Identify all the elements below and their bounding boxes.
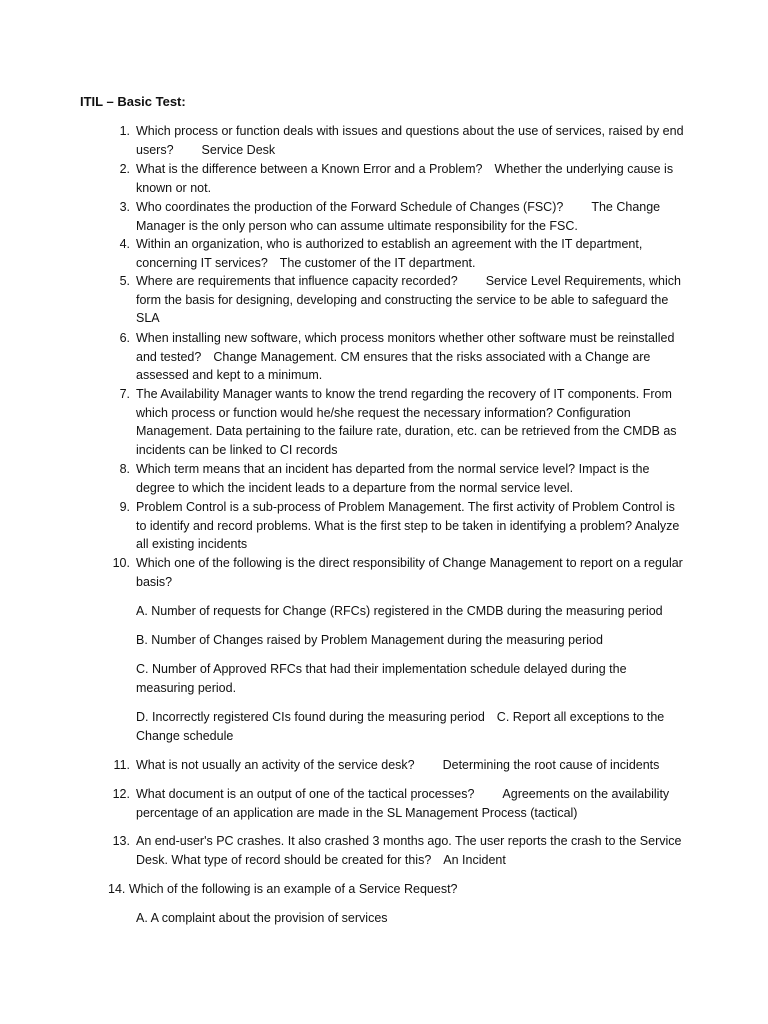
question-text: Problem Control is a sub-process of Problem Management. The first activity of Problem Control is to identify and record problems. What is the first step to be taken in identifying a problem? <box>136 500 675 533</box>
question-text: The Availability Manager wants to know the trend regarding the recovery of IT components. From which process or function would he/she request the necessary information? <box>136 387 672 420</box>
question-item <box>119 198 684 235</box>
answer-text: Agreements on the availability percentage of an application are made in the SL Management Process (tactical) <box>136 787 670 820</box>
option-item: A. Number of requests for Change (RFCs) registered in the CMDB during the measuring period <box>136 604 663 618</box>
question-text: When installing new software, which process monitors whether other software must be reinstalled and tested? <box>136 331 675 364</box>
question-item <box>119 329 684 385</box>
question-text: What is the difference between a Known Error and a Problem? <box>136 162 483 176</box>
option-text: D. Incorrectly registered CIs found during the measuring period <box>136 710 485 724</box>
question-text: Which process or function deals with issues and questions about the use of services, raised by end users? <box>136 124 684 157</box>
question-text: Within an organization, who is authorized to establish an agreement with the IT department, concerning IT services? <box>136 237 643 270</box>
answer-text: Service Desk <box>201 142 276 157</box>
question-number: 9. <box>119 500 130 514</box>
question-number: 7. <box>119 387 130 401</box>
answer-text: The Change Manager is the only person who can assume ultimate responsibility for the FSC. <box>136 200 661 233</box>
question-number: 12. <box>112 787 130 801</box>
question-number: 10. <box>112 556 130 570</box>
question-number: 5. <box>119 274 130 288</box>
question-text: An end-user's PC crashes. It also crashed 3 months ago. The user reports the crash to the Service Desk. What type of record should be created for this? <box>136 834 682 867</box>
page-title: ITIL – Basic Test: <box>80 94 186 109</box>
answer-text: Analyze all existing incidents <box>136 518 680 552</box>
question-item <box>119 272 684 328</box>
question-item <box>119 385 684 459</box>
question-text: Where are requirements that influence capacity recorded? <box>136 274 458 288</box>
question-item <box>112 785 684 822</box>
answer-text: The customer of the IT department. <box>279 255 476 270</box>
option-item: B. Number of Changes raised by Problem Management during the measuring period <box>136 633 603 647</box>
question-item: 14. Which of the following is an example of a Service Request? <box>108 882 458 896</box>
question-number: 11. <box>113 758 130 772</box>
answer-text: Determining the root cause of incidents <box>442 758 660 772</box>
question-text: Which term means that an incident has departed from the normal service level? <box>136 462 576 476</box>
question-number: 1. <box>119 124 130 138</box>
answer-text: C. Report all exceptions to the Change schedule <box>136 710 665 743</box>
question-item <box>112 554 684 591</box>
question-number: 8. <box>119 462 130 476</box>
question-item <box>119 498 684 554</box>
option-item <box>136 708 684 745</box>
option-item: A. A complaint about the provision of services <box>136 911 388 925</box>
answer-text: An Incident <box>443 852 506 867</box>
question-text: What document is an output of one of the tactical processes? <box>136 787 475 801</box>
answer-text: Change Management. CM ensures that the risks associated with a Change are assessed and kept to a minimum. <box>136 349 651 383</box>
question-text: Who coordinates the production of the Forward Schedule of Changes (FSC)? <box>136 200 564 214</box>
question-item <box>113 756 684 775</box>
answer-text: Impact is the degree to which the incident leads to a departure from the normal service level. <box>136 462 650 495</box>
answer-text: Whether the underlying cause is known or not. <box>136 162 674 195</box>
option-item: C. Number of Approved RFCs that had their implementation schedule delayed during the measuring period. <box>136 662 627 695</box>
answer-text: Configuration Management. Data pertaining to the failure rate, duration, etc. can be retrieved from the CMDB as incidents can be linked to CI records <box>136 405 677 457</box>
question-item <box>112 832 684 869</box>
question-number: 2. <box>119 162 130 176</box>
question-text: What is not usually an activity of the service desk? <box>136 758 415 772</box>
question-item <box>119 235 684 272</box>
question-item <box>119 160 684 197</box>
question-item <box>119 460 684 497</box>
question-number: 4. <box>119 237 130 251</box>
question-number: 3. <box>119 200 130 214</box>
question-text: Which one of the following is the direct responsibility of Change Management to report on a regular basis? <box>136 556 683 589</box>
question-item <box>119 122 684 159</box>
answer-text: Service Level Requirements, which form the basis for designing, developing and constructing the service to be able to safeguard the SLA <box>136 274 681 326</box>
question-number: 6. <box>119 331 130 345</box>
question-number: 13. <box>112 834 130 848</box>
